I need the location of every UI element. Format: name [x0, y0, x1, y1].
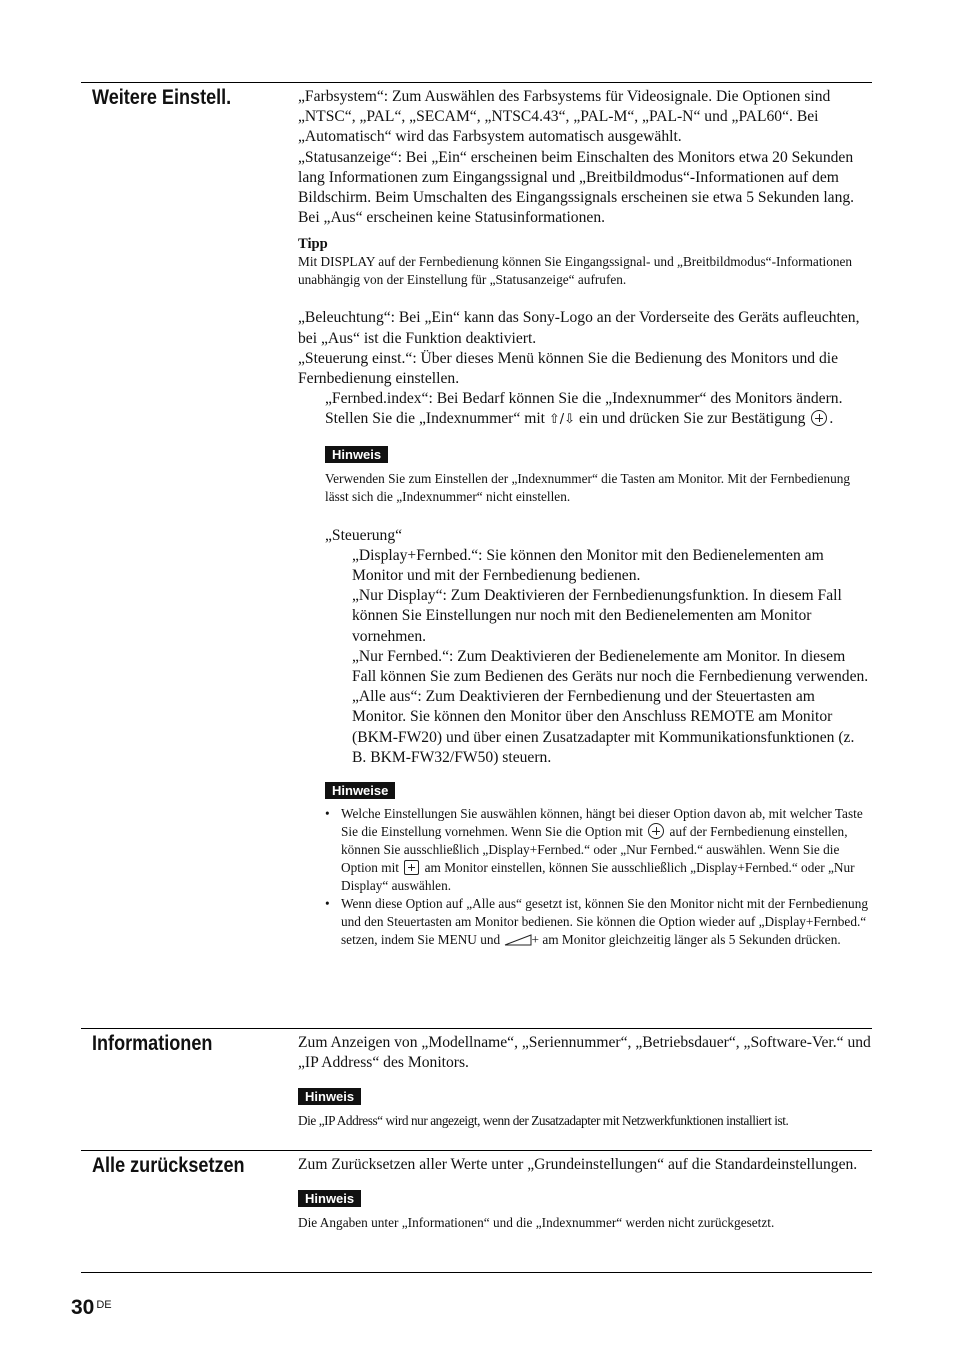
reset-text: Zum Zurücksetzen aller Werte unter „Grundeinstellungen“ auf die Standardeinstellungen. [298, 1156, 858, 1173]
hinweis-badge: Hinweis [325, 446, 388, 463]
section-body [298, 1033, 872, 1130]
statusanzeige-text: „Statusanzeige“: Bei „Ein“ erscheinen beim Einschalten des Monitors etwa 20 Sekunden lang Informationen zum Eingangssignal und „Breitbildmodus“-Informationen auf dem Bildschirm. Beim Umschalten des Eingangssignals erscheinen sie etwa 5 Sekunden lang. Bei „Aus“ erscheinen keine Statusinformationen. [298, 148, 855, 227]
ramp-icon [504, 934, 532, 946]
hinweis-text: Die Angaben unter „Informationen“ und die „Indexnummer“ werden nicht zurückgesetzt. [298, 1215, 775, 1231]
section-body [298, 1155, 872, 1232]
option-nur-display: „Nur Display“: Zum Deaktivieren der Fernbedienungsfunktion. In diesem Fall können Sie Einstellungen nur noch mit den Bedienelementen am Monitor vornehmen. [352, 587, 842, 645]
section-title: Informationen [92, 1032, 213, 1055]
farbsystem-text: „Farbsystem“: Zum Auswählen des Farbsystems für Videosignale. Die Optionen sind „NTSC“, „PAL“, „SECAM“, „NTSC4.43“, „PAL-M“, „PAL-N“ und „PAL60“. Bei „Automatisch“ wird das Farbsystem automatisch ausgewählt. [298, 88, 831, 146]
hinweise-bullet-2: • Wenn diese Option auf „Alle aus“ gesetzt ist, können Sie den Monitor nicht mit der Fernbedienung und den Steuertasten am Monitor bedienen. Sie können die Option wieder auf „Display+Fernbed.“ setzen, indem Sie MENU und + am Monitor gleichzeitig länger als 5 Sekunden drücken. [325, 895, 872, 949]
informationen-text: Zum Anzeigen von „Modellname“, „Seriennummer“, „Betriebsdauer“, „Software-Ver.“ und „IP Address“ des Monitors. [298, 1034, 871, 1072]
steuerung-label: „Steuerung“ [325, 526, 403, 544]
hinweise-bullet-1: • Welche Einstellungen Sie auswählen können, hängt bei dieser Option davon ab, mit welcher Taste Sie die Einstellung vornehmen. Wenn Sie die Option mit auf der Fernbedienung einstellen, können Sie ausschließlich „Display+Fernbed.“ oder „Nur Fernbed.“ auswählen. Wenn Sie die Option mit am Monitor einstellen, können Sie ausschließlich „Display+Fernbed.“ oder „Nur Display“ auswählen. [325, 805, 872, 895]
section-weitere-einstell [81, 82, 872, 1028]
circle-plus-icon [811, 410, 827, 426]
hinweis-text: Verwenden Sie zum Einstellen der „Indexnummer“ die Tasten am Monitor. Mit der Fernbedienung lässt sich die „Indexnummer“ nicht einstellen. [325, 470, 851, 504]
section-alle-zuruecksetzen [81, 1150, 872, 1272]
hinweis-text: Die „IP Address“ wird nur angezeigt, wenn der Zusatzadapter mit Netzwerkfunktionen installiert ist. [298, 1113, 789, 1129]
page-number: 30 $^{DE}$ [71, 1296, 112, 1319]
page-language: DE [96, 1299, 112, 1311]
up-down-arrow-icon: ⇧/⇩ [548, 412, 576, 428]
beleuchtung-text: „Beleuchtung“: Bei „Ein“ kann das Sony-Logo an der Vorderseite des Geräts aufleuchten, bei „Aus“ ist die Funktion deaktiviert. [298, 309, 860, 347]
option-alle-aus: „Alle aus“: Zum Deaktivieren der Fernbedienung und der Steuertasten am Monitor. Sie können den Monitor über den Anschluss REMOTE am Monitor (BKM-FW20) und über einen Zusatzadapter mit Kommunikationsfunktionen (z. B. BKM-FW32/FW50) steuern. [352, 688, 855, 766]
tipp-text: Mit DISPLAY auf der Fernbedienung können Sie Eingangssignal- und „Breitbildmodus“-Informationen unabhängig von der Einstellung für „Statusanzeige“ aufrufen. [298, 254, 853, 288]
hinweise-badge: Hinweise [325, 782, 395, 799]
hinweis-badge: Hinweis [298, 1088, 361, 1105]
fernbed-index-text: „Fernbed.index“: Bei Bedarf können Sie die „Indexnummer“ des Monitors ändern. Stellen Sie die „Indexnummer“ mit ⇧/⇩ ein und drücken Sie zur Bestätigung . [325, 390, 843, 428]
option-display-fernbed: „Display+Fernbed.“: Sie können den Monitor mit den Bedienelementen am Monitor und mit der Fernbedienung bedienen. [352, 546, 824, 585]
square-plus-icon [404, 860, 419, 875]
section-informationen [81, 1028, 872, 1150]
section-title: Alle zurücksetzen [92, 1154, 245, 1177]
hinweis-badge: Hinweis [298, 1190, 361, 1207]
option-nur-fernbed: „Nur Fernbed.“: Zum Deaktivieren der Bedienelemente am Monitor. In diesem Fall können Sie zum Bedienen des Geräts nur noch die Fernbedienung verwenden. [352, 647, 869, 686]
tipp-label: Tipp [298, 236, 328, 253]
bottom-divider [81, 1272, 872, 1273]
steuerung-einst-text: „Steuerung einst.“: Über dieses Menü können Sie die Bedienung des Monitors und die Fernbedienung einstellen. [298, 349, 839, 388]
section-body [298, 87, 872, 949]
circle-plus-icon [648, 823, 664, 839]
section-title: Weitere Einstell. [92, 86, 232, 109]
